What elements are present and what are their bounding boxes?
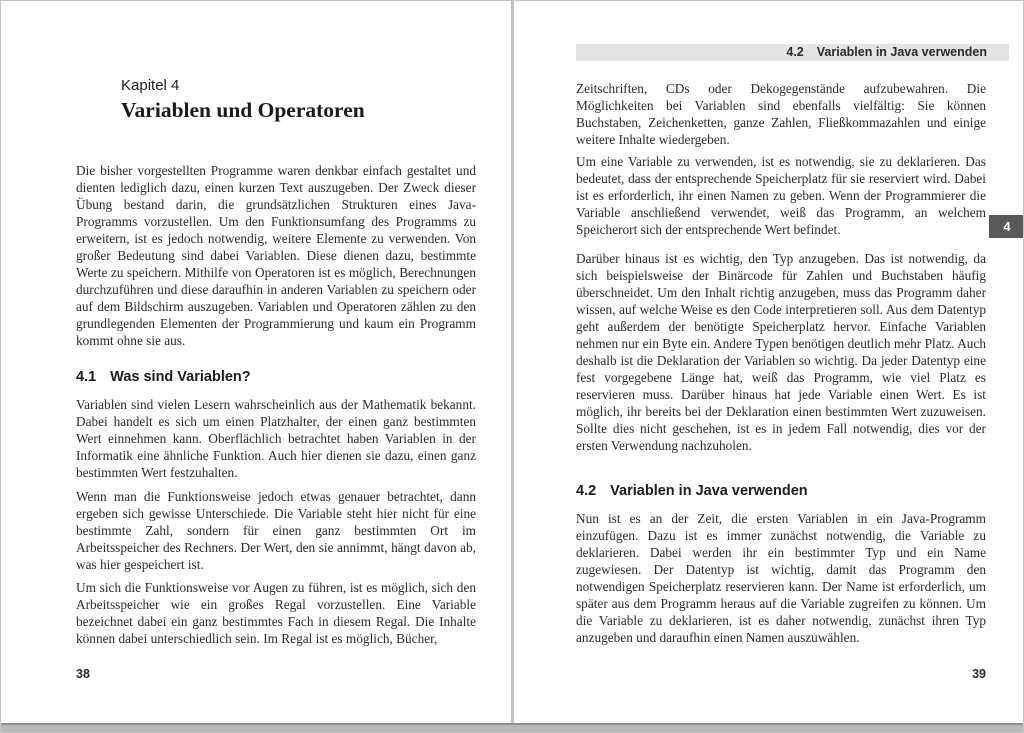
right-paragraph-3: Darüber hinaus ist es wichtig, den Typ anzugeben. Das ist notwendig, da sich beispielsweise der Binärcode für Zahlen und Buchstaben häufig überschneidet. Um den Inhalt richtig anzugeben, muss das Programm daher wissen, auf welche Weise es den Code interpretieren soll. Aus dem Datentyp geht außerdem der benötigte Speicherplatz hervor. Einfache Variablen nehmen nur ein Byte ein. Andere Typen benötigen deutlich mehr Platz. Auch deshalb ist die Deklaration der Variablen so wichtig. Da jeder Datentyp eine fest vorgegebene Länge hat, weiß das Programm, wie viel Platz es reservieren muss. Darüber hinaus hat jede Variable einen Wert. Es ist möglich, ihr bereits bei der Deklaration einen bestimmten Wert zuzuweisen. Sollte dies nicht geschehen, ist es in jedem Fall notwendig, dies vor der ersten Verwendung nachzuholen. [576,251,986,453]
page-number-left: 38 [76,667,90,681]
left-paragraph-1: Variablen sind vielen Lesern wahrscheinlich aus der Mathematik bekannt. Dabei handelt es sich um einen Platzhalter, der einen ganz bestimmten Wert einnehmen kann. Oberflächlich betrachtet haben Variablen in der Informatik eine ähnliche Funktion. Auch hier dienen sie dazu, einen ganz bestimmten Wert festzuhalten. [76,397,476,480]
running-header-title: Variablen in Java verwenden [816,45,987,59]
chapter-thumb-tab: 4 [989,215,1024,238]
left-intro-paragraph: Die bisher vorgestellten Programme waren denkbar einfach gestaltet und dienten lediglich dazu, einen kurzen Text auszugeben. Der Zweck dieser Übung bestand darin, die grundsätzlichen Strukturen eines Java-Programms vorzustellen. Um den Funktionsumfang des Programms zu erweitern, ist es jedoch notwendig, weitere Elemente zu verwenden. Von großer Bedeutung sind dabei Variablen. Diese dienen dazu, bestimmte Werte zu speichern. Mithilfe von Operatoren ist es möglich, Berechnungen durchzuführen und diese daraufhin in anderen Variablen zu speichern oder auf dem Bildschirm auszugeben. Variablen und Operatoren zählen zu den grundlegenden Elementen der Programmierung und kaum ein Programm kommt ohne sie aus. [76,163,476,348]
section-title: Was sind Variablen? [110,369,251,385]
section-title: Variablen in Java verwenden [610,483,808,499]
section-heading-4-1 [76,369,251,385]
page-number-right: 39 [972,667,986,681]
right-paragraph-2: Um eine Variable zu verwenden, ist es notwendig, sie zu deklarieren. Das bedeutet, dass der entsprechende Speicherplatz für sie reserviert wird. Dabei ist es erforderlich, ihr einen Namen zu geben. Wenn der Programmierer die Variable anschließend verwendet, weiß das Programm, an welchem Speicherort sich der entsprechende Wert befindet. [576,154,986,237]
chapter-title: Variablen und Operatoren [121,98,365,122]
left-paragraph-2: Wenn man die Funktionsweise jedoch etwas genauer betrachtet, dann ergeben sich gewisse Unterschiede. Die Variable steht hier nicht für eine bestimmte Zahl, sondern für einen ganz bestimmten Ort im Arbeitsspeicher des Rechners. Der Wert, den sie annimmt, hängt davon ab, was hier gespeichert ist. [76,489,476,572]
section-heading-4-2 [576,483,808,499]
right-paragraph-1: Zeitschriften, CDs oder Dekogegenstände aufzubewahren. Die Möglichkeiten bei Variablen sind ebenfalls vielfältig: Sie können Buchstaben, Zeichenketten, ganze Zahlen, Fließkommazahlen und einige weitere Inhalte wiedergeben. [576,81,986,147]
section-number: 4.2 [576,483,597,499]
running-header [576,44,1009,61]
right-section-paragraph: Nun ist es an der Zeit, die ersten Variablen in ein Java-Programm einzufügen. Dazu ist es immer zunächst notwendig, die Variable zu deklarieren. Dabei werden ihr ein bestimmter Typ und ein Name zugewiesen. Der Datentyp ist wichtig, damit das Programm den notwendigen Speicherplatz reservieren kann. Der Name ist erforderlich, um später aus dem Programm heraus auf die Variable zugreifen zu können. Um die Variable zu deklarieren, ist es daher notwendig, zunächst ihren Typ anzugeben und daraufhin einen Namen auszuwählen. [576,511,986,645]
chapter-label: Kapitel 4 [121,77,180,94]
running-header-number: 4.2 [786,45,804,59]
left-paragraph-3: Um sich die Funktionsweise vor Augen zu führen, ist es möglich, sich den Arbeitsspeicher wie ein großes Regal vorzustellen. Eine Variable bezeichnet dabei ein ganz bestimmtes Fach in diesem Regal. Die Inhalte können dabei unterschiedlich sein. Im Regal ist es möglich, Bücher, [76,580,476,646]
section-number: 4.1 [76,369,97,385]
bottom-scan-edge [1,723,1023,732]
page-gutter-divider [511,1,514,725]
